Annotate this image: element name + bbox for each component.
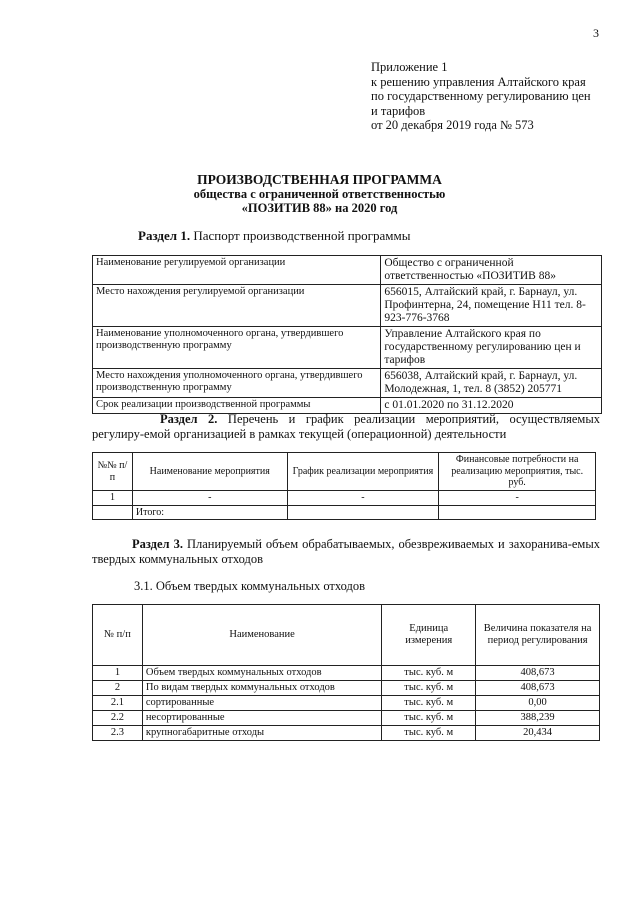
activities-table	[92, 452, 596, 520]
section1-text: Паспорт производственной программы	[190, 228, 411, 243]
table-cell: Наименование уполномоченного органа, утвердившего производственную программу	[93, 327, 381, 369]
section3-label: Раздел 3.	[132, 537, 183, 551]
table-cell: Объем твердых коммунальных отходов	[142, 666, 381, 681]
table-cell	[439, 505, 596, 520]
table-cell: -	[287, 491, 439, 506]
appendix-line: и тарифов	[371, 103, 426, 118]
table-cell: 2	[93, 681, 143, 696]
table-cell: Место нахождения уполномоченного органа, утвердившего производственную программу	[93, 369, 381, 398]
table-row	[93, 505, 596, 520]
table-row	[93, 327, 602, 369]
table-cell: тыс. куб. м	[382, 666, 476, 681]
section3-subtitle: 3.1. Объем твердых коммунальных отходов	[134, 579, 366, 593]
table-cell: 0,00	[476, 696, 600, 711]
table-cell: с 01.01.2020 по 31.12.2020	[381, 398, 602, 414]
table-row	[93, 711, 600, 726]
section2-label: Раздел 2.	[160, 412, 218, 426]
document-subtitle-program: «ПОЗИТИВ 88» на 2020 год	[241, 201, 398, 215]
table-cell: 656015, Алтайский край, г. Барнаул, ул. Профинтерна, 24, помещение Н11 тел. 8-923-776-3768	[381, 285, 602, 327]
table-row	[93, 726, 600, 741]
table-cell: 2.2	[93, 711, 143, 726]
table-cell: несортированные	[142, 711, 381, 726]
table-row	[93, 256, 602, 285]
table-header-cell: Величина показателя на период регулирования	[476, 605, 600, 666]
section2-heading	[92, 412, 600, 442]
table-cell: 20,434	[476, 726, 600, 741]
appendix-block	[371, 60, 591, 133]
section2-text: Перечень и график реализации мероприятий, осуществляемых регулиру-емой организацией в рамках текущей (операционной) деятельности	[92, 412, 600, 441]
appendix-line: от 20 декабря 2019 года № 573	[371, 118, 534, 132]
table-row	[93, 696, 600, 711]
table-header-cell: №№ п/п	[93, 453, 133, 491]
table-header-row	[93, 605, 600, 666]
section1-label: Раздел 1.	[138, 228, 191, 243]
waste-volume-table	[92, 604, 600, 741]
table-cell: 1	[93, 666, 143, 681]
table-row	[93, 681, 600, 696]
table-cell: 1	[93, 491, 133, 506]
table-row	[93, 369, 602, 398]
table-cell: Место нахождения регулируемой организации	[93, 285, 381, 327]
table-cell: тыс. куб. м	[382, 696, 476, 711]
table-cell: тыс. куб. м	[382, 726, 476, 741]
table-row	[93, 666, 600, 681]
table-row	[93, 491, 596, 506]
appendix-line: Приложение 1	[371, 60, 448, 74]
table-cell: Общество с ограниченной ответственностью «ПОЗИТИВ 88»	[381, 256, 602, 285]
table-cell: -	[439, 491, 596, 506]
table-header-row	[93, 453, 596, 491]
table-cell: По видам твердых коммунальных отходов	[142, 681, 381, 696]
table-cell: крупногабаритные отходы	[142, 726, 381, 741]
table-cell: 2.3	[93, 726, 143, 741]
document-subtitle: общества с ограниченной ответственностью	[193, 187, 446, 201]
table-cell	[93, 505, 133, 520]
section3-heading	[92, 537, 600, 567]
table-cell: 2.1	[93, 696, 143, 711]
table-header-cell: № п/п	[93, 605, 143, 666]
table-row	[93, 285, 602, 327]
table-header-cell: Наименование	[142, 605, 381, 666]
table-cell: тыс. куб. м	[382, 711, 476, 726]
table-cell: Срок реализации производственной программы	[93, 398, 381, 414]
table-cell: 656038, Алтайский край, г. Барнаул, ул. Молодежная, 1, тел. 8 (3852) 205771	[381, 369, 602, 398]
table-cell: Управление Алтайского края по государственному регулированию цен и тарифов	[381, 327, 602, 369]
document-title: ПРОИЗВОДСТВЕННАЯ ПРОГРАММА	[197, 172, 442, 187]
table-cell: 408,673	[476, 666, 600, 681]
table-header-cell: График реализации мероприятия	[287, 453, 439, 491]
table-header-cell: Наименование мероприятия	[132, 453, 287, 491]
table-cell: сортированные	[142, 696, 381, 711]
passport-table	[92, 255, 602, 414]
total-label: Итого:	[132, 505, 287, 520]
table-cell	[287, 505, 439, 520]
table-cell: 408,673	[476, 681, 600, 696]
appendix-line: к решению управления Алтайского края	[371, 74, 586, 89]
table-cell: 388,239	[476, 711, 600, 726]
section1-heading	[138, 228, 410, 244]
table-header-cell: Финансовые потребности на реализацию мероприятия, тыс. руб.	[439, 453, 596, 491]
page-number: 3	[593, 26, 599, 40]
table-cell: -	[132, 491, 287, 506]
table-cell: тыс. куб. м	[382, 681, 476, 696]
appendix-line: по государственному регулированию цен	[371, 89, 591, 103]
table-cell: Наименование регулируемой организации	[93, 256, 381, 285]
table-header-cell: Единица измерения	[382, 605, 476, 666]
section3-text: Планируемый объем обрабатываемых, обезвреживаемых и захоранива-емых твердых коммунальных отходов	[92, 537, 600, 566]
